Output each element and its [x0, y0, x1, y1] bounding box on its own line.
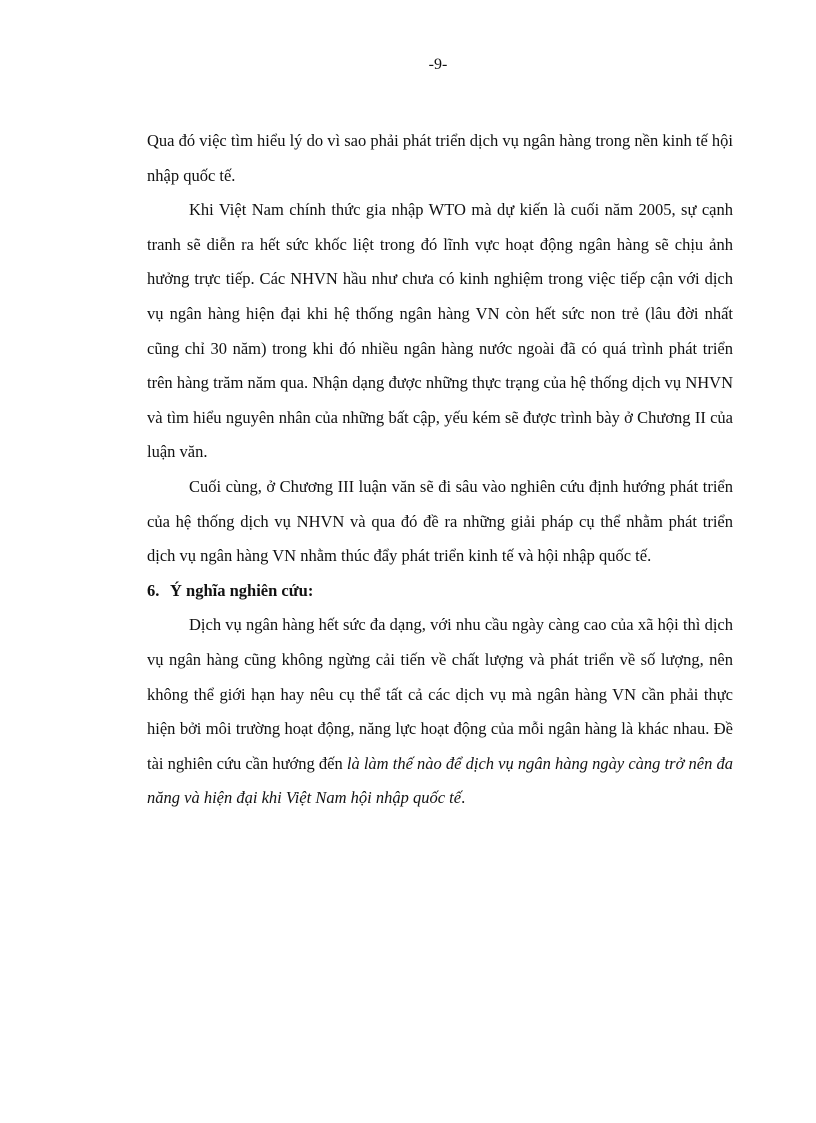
body-text [147, 124, 733, 816]
paragraph-wto-competition: Khi Việt Nam chính thức gia nhập WTO mà dự kiến là cuối năm 2005, sự cạnh tranh sẽ diễn ra hết sức khốc liệt trong đó lĩnh vực hoạt động ngân hàng sẽ chịu ảnh hưởng trực tiếp. Các NHVN hầu như chưa có kinh nghiệm trong việc tiếp cận với dịch vụ ngân hàng hiện đại khi hệ thống ngân hàng VN còn hết sức non trẻ (lâu đời nhất cũng chỉ 30 năm) trong khi đó nhiều ngân hàng nước ngoài đã có quá trình phát triển trên hàng trăm năm qua. Nhận dạng được những thực trạng của hệ thống dịch vụ NHVN và tìm hiểu nguyên nhân của những bất cập, yếu kém sẽ được trình bày ở Chương II của luận văn. [147, 200, 733, 462]
paragraph-research-significance [147, 608, 733, 816]
section-heading [147, 574, 733, 609]
section-number: 6. [147, 580, 160, 600]
page-number: -9- [428, 56, 448, 73]
section-title: Ý nghĩa nghiên cứu: [170, 580, 314, 600]
significance-text: Dịch vụ ngân hàng hết sức đa dạng, với nhu cầu ngày càng cao của xã hội thì dịch vụ ngân hàng cũng không ngừng cải tiến về chất lượng và phát triển về số lượng, nên không thể giới hạn hay nêu cụ thể tất cả các dịch vụ mà ngân hàng VN cần phải thực hiện bởi môi trường hoạt động, năng lực hoạt động của mỗi ngân hàng là khác nhau. Đề tài nghiên cứu cần hướng đến [147, 615, 733, 773]
paragraph-chapter-three: Cuối cùng, ở Chương III luận văn sẽ đi sâu vào nghiên cứu định hướng phát triển của hệ thống dịch vụ NHVN và qua đó đề ra những giải pháp cụ thể nhằm phát triển dịch vụ ngân hàng VN nhằm thúc đẩy phát triển kinh tế và hội nhập quốc tế. [147, 476, 733, 566]
paragraph-intro-continuation: Qua đó việc tìm hiểu lý do vì sao phải phát triển dịch vụ ngân hàng trong nền kinh tế hội nhập quốc tế. [147, 131, 733, 185]
significance-end: . [461, 788, 466, 808]
significance-italic-text: là làm thế nào để dịch vụ ngân hàng ngày càng trở nên đa năng và hiện đại khi Việt Nam hội nhập quốc tế [147, 753, 733, 808]
